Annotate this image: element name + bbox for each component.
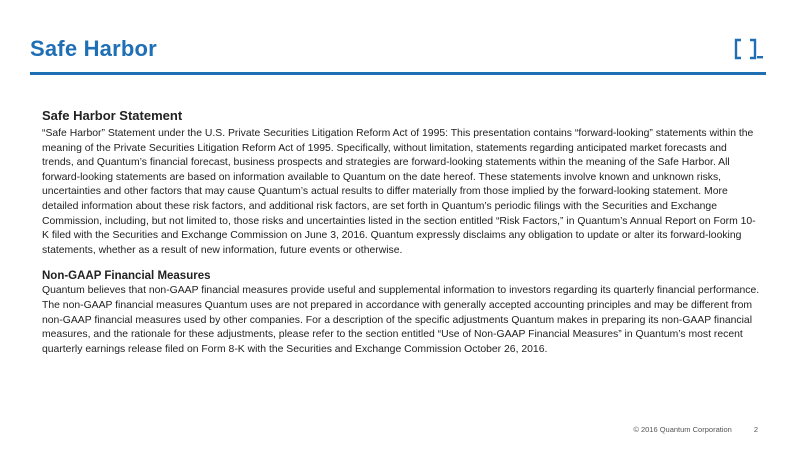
safe-harbor-heading: Safe Harbor Statement bbox=[42, 108, 183, 123]
footer bbox=[633, 425, 758, 434]
safe-harbor-body: “Safe Harbor” Statement under the U.S. Private Securities Litigation Reform Act of 1995: This presentation contains “forward-looking” statements within the meaning of the Private Securities Litigation Reform Act of 1995. Specifically, without limitation, statements regarding anticipated market forecasts and trends, and Quantum’s financial forecast, business prospects and strategies are forward-looking statements within the meaning of the Safe Harbor. All forward-looking statements are based on information available to Quantum on the date hereof. These statements involve known and unknown risks, uncertainties and other factors that may cause Quantum’s actual results to differ materially from those implied by the forward-looking statement. More detailed information about these risk factors, and additional risk factors, are set forth in Quantum’s periodic filings with the Securities and Exchange Commission, including, but not limited to, those risks and uncertainties listed in the section entitled “Risk Factors,” in Quantum’s Annual Report on Form 10-K filed with the Securities and Exchange Commission on June 3, 2016. Quantum expressly disclaims any obligation to update or alter its forward-looking statements, whether as a result of new information, future events or otherwise. bbox=[42, 128, 756, 256]
content-area bbox=[42, 108, 760, 357]
bracket-logo-icon bbox=[733, 38, 763, 60]
title-divider bbox=[30, 72, 766, 75]
non-gaap-heading: Non-GAAP Financial Measures bbox=[42, 270, 211, 283]
page-number: 2 bbox=[753, 425, 758, 434]
page-title: Safe Harbor bbox=[30, 36, 157, 61]
non-gaap-body: Quantum believes that non-GAAP financial measures provide useful and supplemental information to investors regarding its quarterly financial performance. The non-GAAP financial measures Quantum uses are not prepared in accordance with generally accepted accounting principles and may be different from non-GAAP financial measures used by other companies. For a description of the specific adjustments Quantum makes in preparing its non-GAAP financial measures, and the rationale for these adjustments, please refer to the section entitled “Use of Non-GAAP Financial Measures” in Quantum’s most recent quarterly earnings release filed on Form 8-K with the Securities and Exchange Commission October 26, 2016. bbox=[42, 285, 760, 355]
copyright-text: © 2016 Quantum Corporation bbox=[633, 425, 732, 434]
